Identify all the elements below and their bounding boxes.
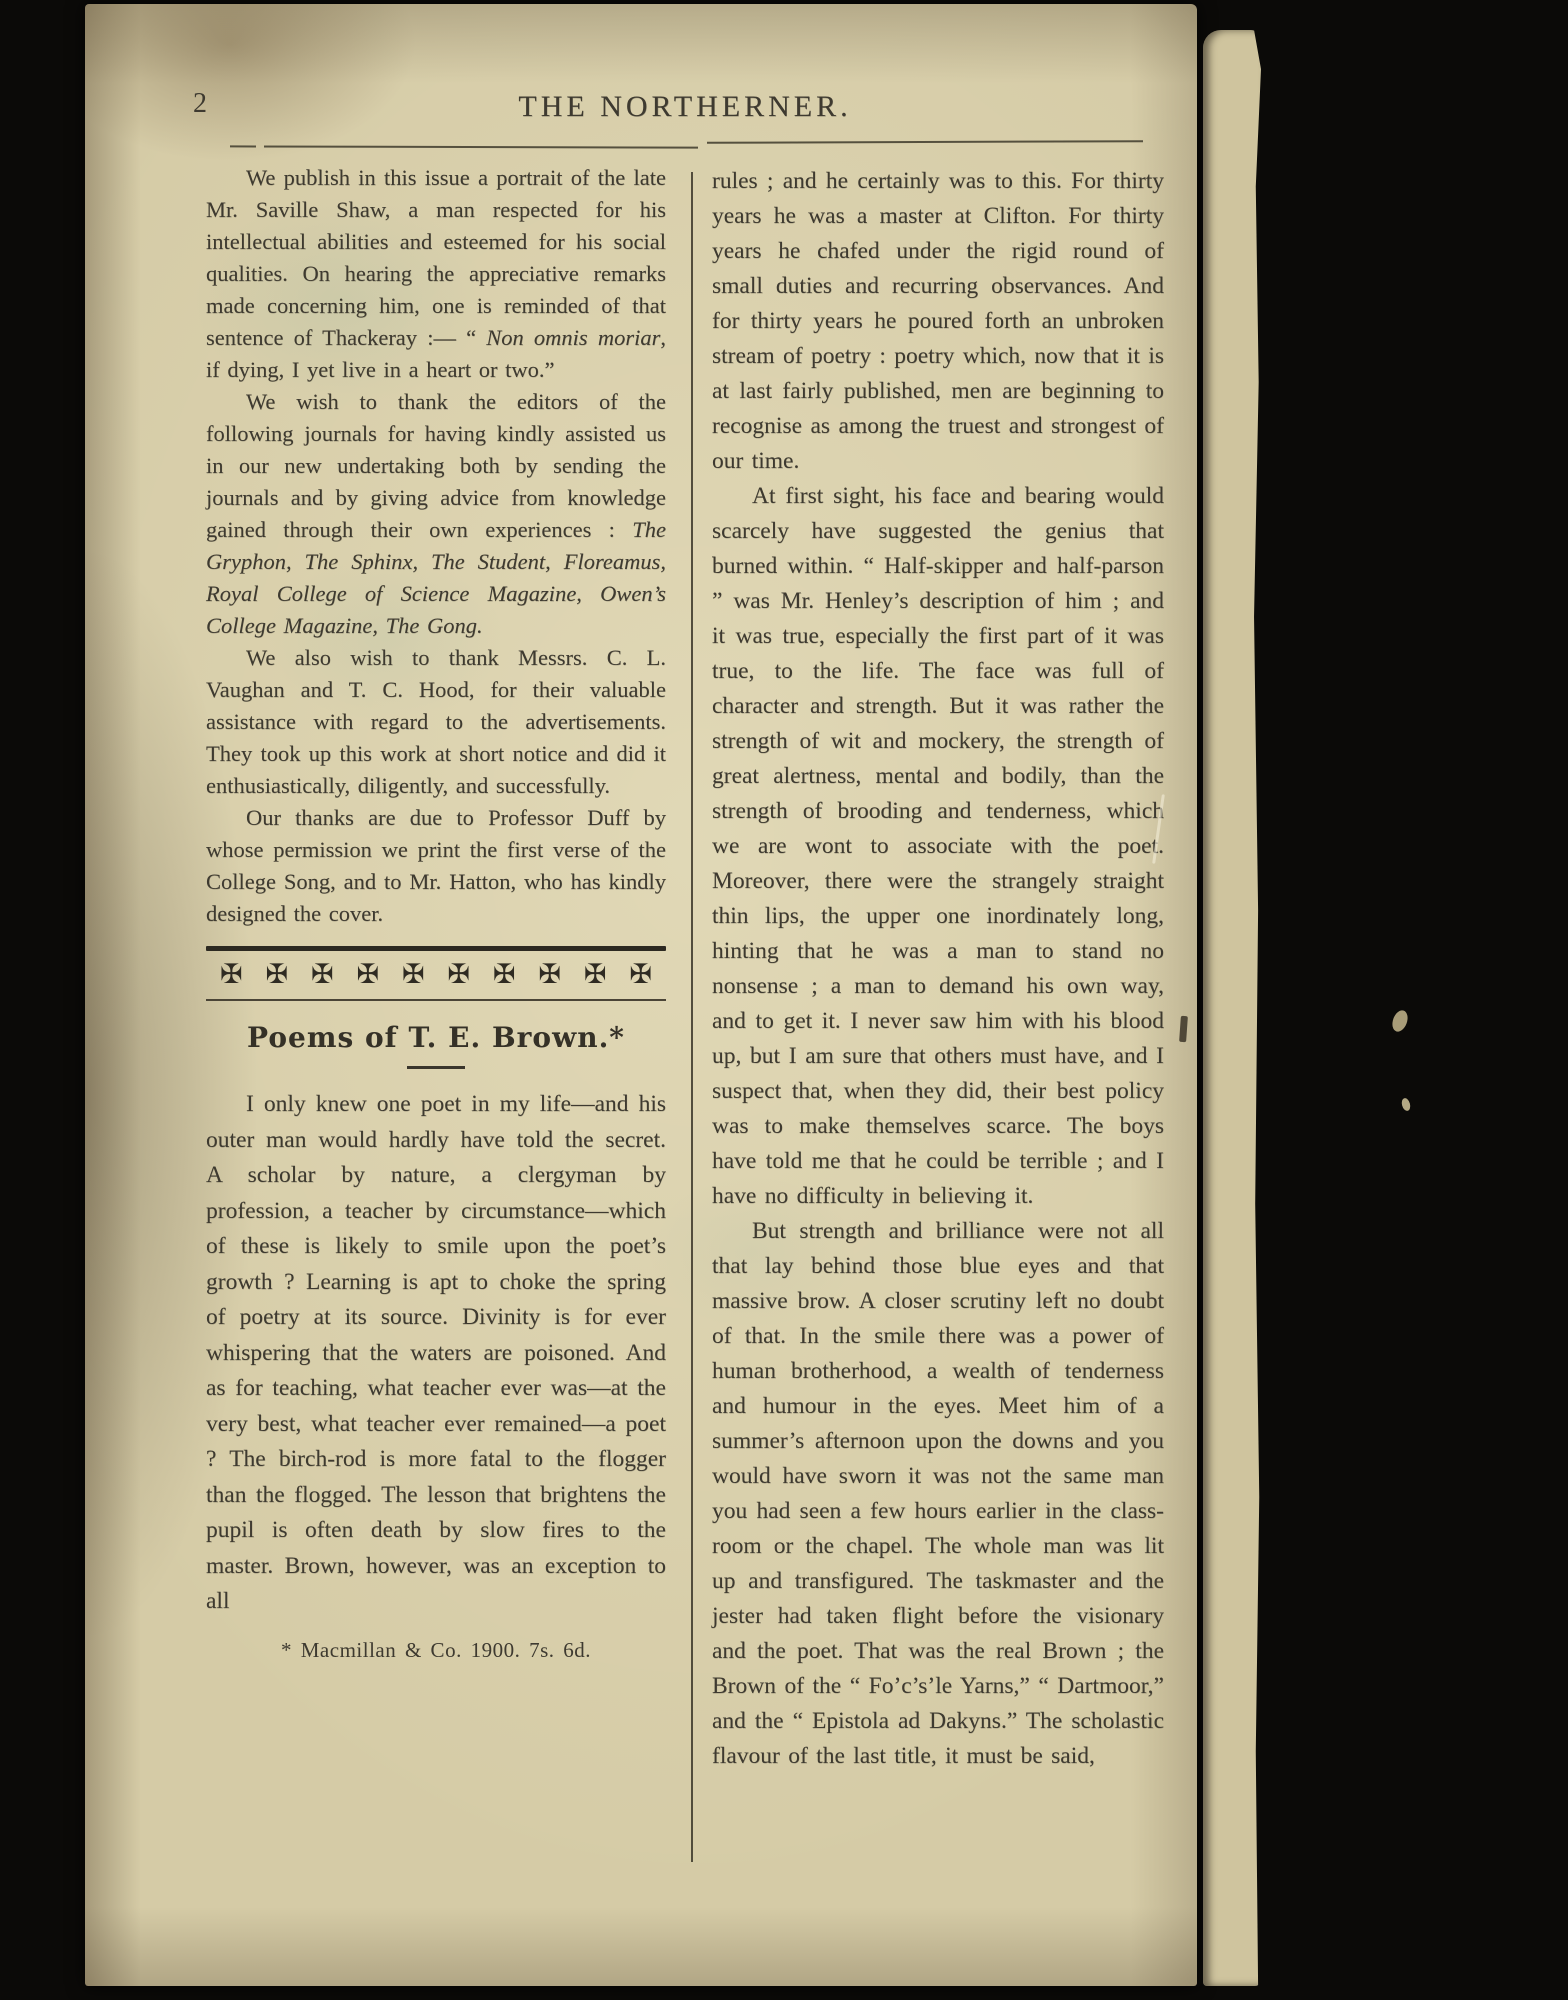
article-heading: Poems of T. E. Brown.* xyxy=(247,1021,625,1054)
right-column xyxy=(712,164,1164,1774)
paragraph: We wish to thank the editors of the following journals for having kindly assisted us in our new undertaking both by sending the journals and by giving advice from knowledge gained through their own experiences : The Gryphon, The Sphinx, The Student, Floreamus, Royal College of Science Magazine, Owen’s College Magazine, The Gong. xyxy=(206,389,666,638)
paragraph: We publish in this issue a portrait of the late Mr. Saville Shaw, a man respected for his intellectual abilities and esteemed for his social qualities. On hearing the appreciative remarks made concerning him, one is reminded of that sentence of Thackeray :— “ Non omnis moriar, if dying, I yet live in a heart or two.” xyxy=(206,165,666,382)
publication-title: THE NORTHERNER. xyxy=(518,90,852,123)
header-rule-left xyxy=(230,145,698,148)
header-rule-right xyxy=(707,140,1143,144)
paragraph: I only knew one poet in my life—and his outer man would hardly have told the secret. A scholar by nature, a clergyman by profession, a teacher by circumstance—which of these is likely to smile upon the poet’s growth ? Learning is apt to choke the spring of poetry at its source. Divinity is for ever whispering that the waters are poisoned. And as for teaching, what teacher ever was—at the very best, what teacher ever remained—a poet ? The birch-rod is more fatal to the flogger than the flogged. The lesson that brightens the pupil is often death by slow fires to the master. Brown, however, was an exception to all xyxy=(206,1091,666,1614)
ornament-rule-thick xyxy=(206,946,666,951)
paragraph: We also wish to thank Messrs. C. L. Vaughan and T. C. Hood, for their valuable assistance with regard to the advertisements. They took up this work at short notice and did it enthusiastically, diligently, and successfully. xyxy=(206,645,666,798)
paragraph: But strength and brilliance were not all that lay behind those blue eyes and that massive brow. A closer scrutiny left no doubt of that. In the smile there was a power of human brotherhood, a wealth of tenderness and humour in the eyes. Meet him of a summer’s afternoon upon the downs and you would have sworn it was not the same man you had seen a few hours earlier in the class-room or the chapel. The whole man was lit up and transfigured. The taskmaster and the jester had taken flight before the visionary and the poet. That was the real Brown ; the Brown of the “ Fo’c’s’le Yarns,” “ Dartmoor,” and the “ Epistola ad Dakyns.” The scholastic flavour of the last title, it must be said, xyxy=(712,1218,1164,1769)
paragraph: rules ; and he certainly was to this. For thirty years he was a master at Clifton. For thirty years he chafed under the rigid round of small duties and recurring observances. And for thirty years he poured forth an unbroken stream of poetry : poetry which, now that it is at last fairly published, men are beginning to recognise as among the truest and strongest of our time. xyxy=(712,168,1164,474)
ink-blot xyxy=(1179,1016,1188,1042)
cross-ornament-row: ✠ ✠ ✠ ✠ ✠ ✠ ✠ ✠ ✠ ✠ xyxy=(220,959,652,990)
footnote: * Macmillan & Co. 1900. 7s. 6d. xyxy=(281,1637,591,1662)
ornament-rule-thin xyxy=(206,999,666,1001)
left-column xyxy=(206,162,666,1663)
paragraph: At first sight, his face and bearing would scarcely have suggested the genius that burned within. “ Half-skipper and half-parson ” was Mr. Henley’s description of him ; and it was true, especially the first part of it was true, to the life. The face was full of character and strength. But it was rather the strength of wit and mockery, the strength of great alertness, mental and bodily, than the strength of brooding and tenderness, which we are wont to associate with the poet. Moreover, there were the strangely straight thin lips, the upper one inordinately long, hinting that he was a man to stand no nonsense ; a man to demand his own way, and to get it. I never saw him with his blood up, but I am sure that others must have, and I suspect that, when they did, their best policy was to make themselves scarce. The boys have told me that he could be terrible ; and I have no difficulty in believing it. xyxy=(712,483,1164,1209)
paragraph: Our thanks are due to Professor Duff by whose permission we print the first verse of the College Song, and to Mr. Hatton, who has kindly designed the cover. xyxy=(206,805,666,926)
magazine-page xyxy=(85,4,1197,1986)
heading-underline xyxy=(407,1066,465,1069)
next-page-edge xyxy=(1203,30,1261,1986)
column-divider xyxy=(691,172,693,1862)
paper-speck xyxy=(1390,1008,1411,1033)
page-number: 2 xyxy=(193,88,208,119)
paper-speck xyxy=(1400,1097,1411,1112)
